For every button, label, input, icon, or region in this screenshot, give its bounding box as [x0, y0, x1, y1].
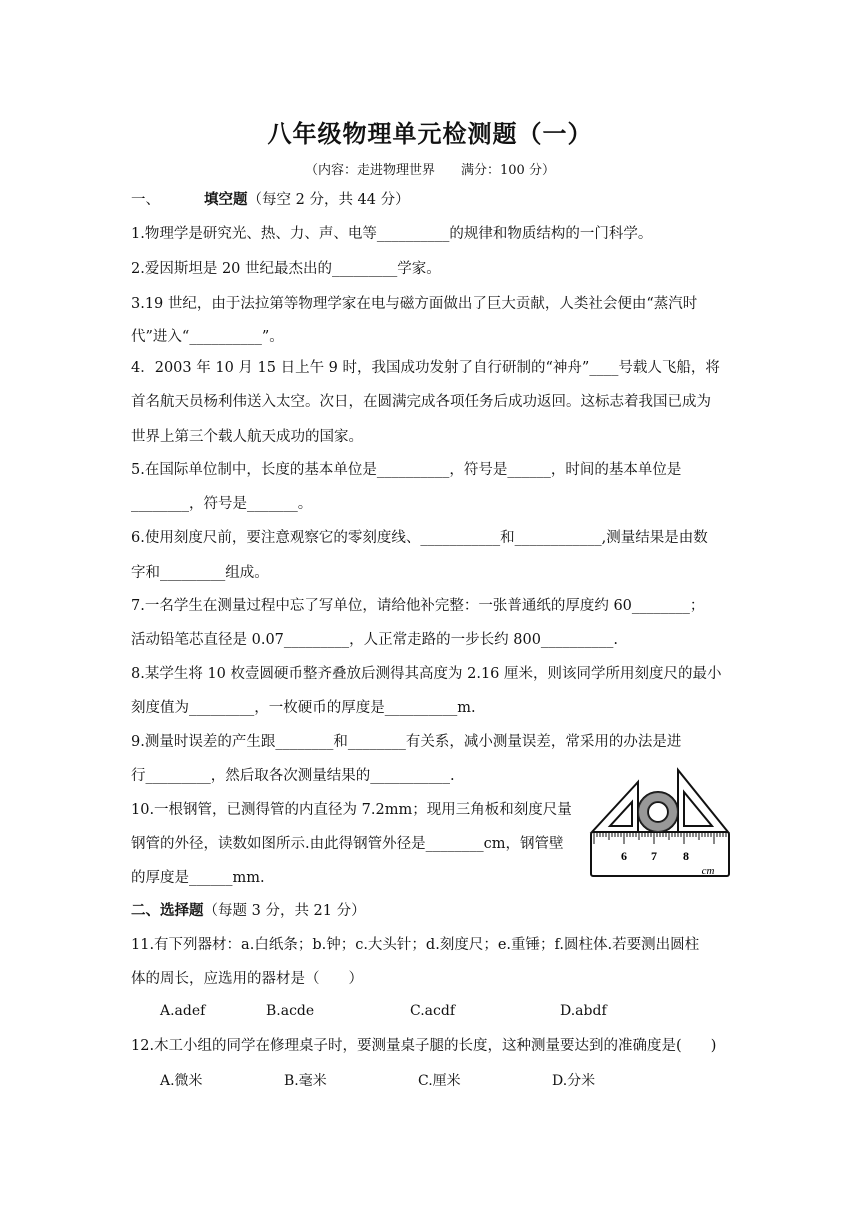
- question-3-line-2: 代”进入“__________”。: [131, 329, 284, 345]
- q11-option-b: B.acde: [266, 1003, 315, 1019]
- question-10-line-1: 10.一根钢管，已测得管的内直径为 7.2mm；现用三角板和刻度尺量: [131, 802, 572, 818]
- question-9-line-2: 行_________，然后取各次测量结果的___________.: [131, 768, 455, 784]
- question-7-line-2: 活动铅笔芯直径是 0.07_________，人正常走路的一步长约 800__________.: [131, 632, 619, 648]
- question-4-line-3: 世界上第三个载人航天成功的国家。: [131, 429, 363, 445]
- question-10-line-2: 钢管的外径，读数如图所示.由此得钢管外径是________cm，钢管壁: [131, 836, 564, 852]
- question-4-line-2: 首名航天员杨利伟送入太空。次日，在圆满完成各项任务后成功返回。这标志着我国已成为: [131, 394, 711, 410]
- tick-label-8: 8: [683, 849, 689, 863]
- question-11-line-1: 11.有下列器材：a.白纸条；b.钟；c.大头针；d.刻度尺；e.重锤；f.圆柱体.若要测出圆柱: [131, 937, 700, 953]
- q12-option-d: D.分米: [552, 1073, 596, 1089]
- question-6-line-1: 6.使用刻度尺前，要注意观察它的零刻度线、___________和____________,测量结果是由数: [131, 530, 708, 546]
- question-7-line-1: 7.一名学生在测量过程中忘了写单位，请给他补完整：一张普通纸的厚度约 60________；: [131, 598, 705, 614]
- question-8-line-1: 8.某学生将 10 枚壹圆硬币整齐叠放后测得其高度为 2.16 厘米，则该同学所用刻度尺的最小: [131, 666, 722, 682]
- ruler-pipe-figure: [588, 766, 732, 878]
- section1-note: （每空 2 分，共 44 分）: [247, 192, 410, 208]
- ruler-unit-label: cm: [701, 865, 715, 877]
- question-5-line-1: 5.在国际单位制中，长度的基本单位是__________，符号是______，时间的基本单位是: [131, 462, 682, 478]
- question-11-line-2: 体的周长，应选用的器材是（ ）: [131, 971, 363, 987]
- question-12: 12.木工小组的同学在修理桌子时，要测量桌子腿的长度，这种测量要达到的准确度是( ): [131, 1038, 717, 1054]
- section2-heading: [131, 901, 366, 921]
- question-2: 2.爱因斯坦是 20 世纪最杰出的_________学家。: [131, 261, 441, 277]
- q11-option-d: D.abdf: [560, 1003, 607, 1019]
- pipe-inner: [648, 802, 668, 822]
- question-9-line-1: 9.测量时误差的产生跟________和________有关系，减小测量误差，常采用的办法是进: [131, 734, 682, 750]
- section2-note: （每题 3 分，共 21 分）: [203, 903, 366, 919]
- left-triangle-inner: [610, 802, 632, 826]
- section1-number: 一、: [131, 192, 160, 208]
- right-triangle-inner: [684, 792, 712, 826]
- tick-label-7: 7: [651, 849, 657, 863]
- page-subtitle: （内容：走进物理世界 满分：100 分）: [305, 163, 555, 178]
- question-8-line-2: 刻度值为_________，一枚硬币的厚度是__________m.: [131, 700, 476, 716]
- q12-option-a: A.微米: [160, 1073, 203, 1089]
- q11-option-c: C.acdf: [410, 1003, 455, 1019]
- q12-option-b: B.毫米: [284, 1073, 327, 1089]
- pipe-wall: [638, 792, 678, 832]
- section1-name: 填空题: [204, 191, 248, 208]
- q12-option-c: C.厘米: [418, 1073, 461, 1089]
- ruler-ticks: [594, 832, 726, 844]
- page-title: 八年级物理单元检测题（一）: [267, 120, 593, 148]
- question-4-line-1: 4．2003 年 10 月 15 日上午 9 时，我国成功发射了自行研制的“神舟”____号载人飞船，将: [131, 360, 720, 376]
- question-1: 1.物理学是研究光、热、力、声、电等__________的规律和物质结构的一门科学。: [131, 226, 653, 242]
- question-5-line-2: ________，符号是_______。: [131, 496, 313, 512]
- question-3-line-1: 3.19 世纪，由于法拉第等物理学家在电与磁方面做出了巨大贡献，人类社会便由“蒸汽时: [131, 296, 698, 312]
- question-6-line-2: 字和_________组成。: [131, 565, 269, 581]
- section1-heading: [131, 190, 410, 210]
- section2-title: 二、选择题: [131, 902, 204, 919]
- tick-label-6: 6: [621, 849, 627, 863]
- question-10-line-3: 的厚度是______mm.: [131, 870, 265, 886]
- q11-option-a: A.adef: [160, 1003, 206, 1019]
- right-triangle: [678, 770, 728, 832]
